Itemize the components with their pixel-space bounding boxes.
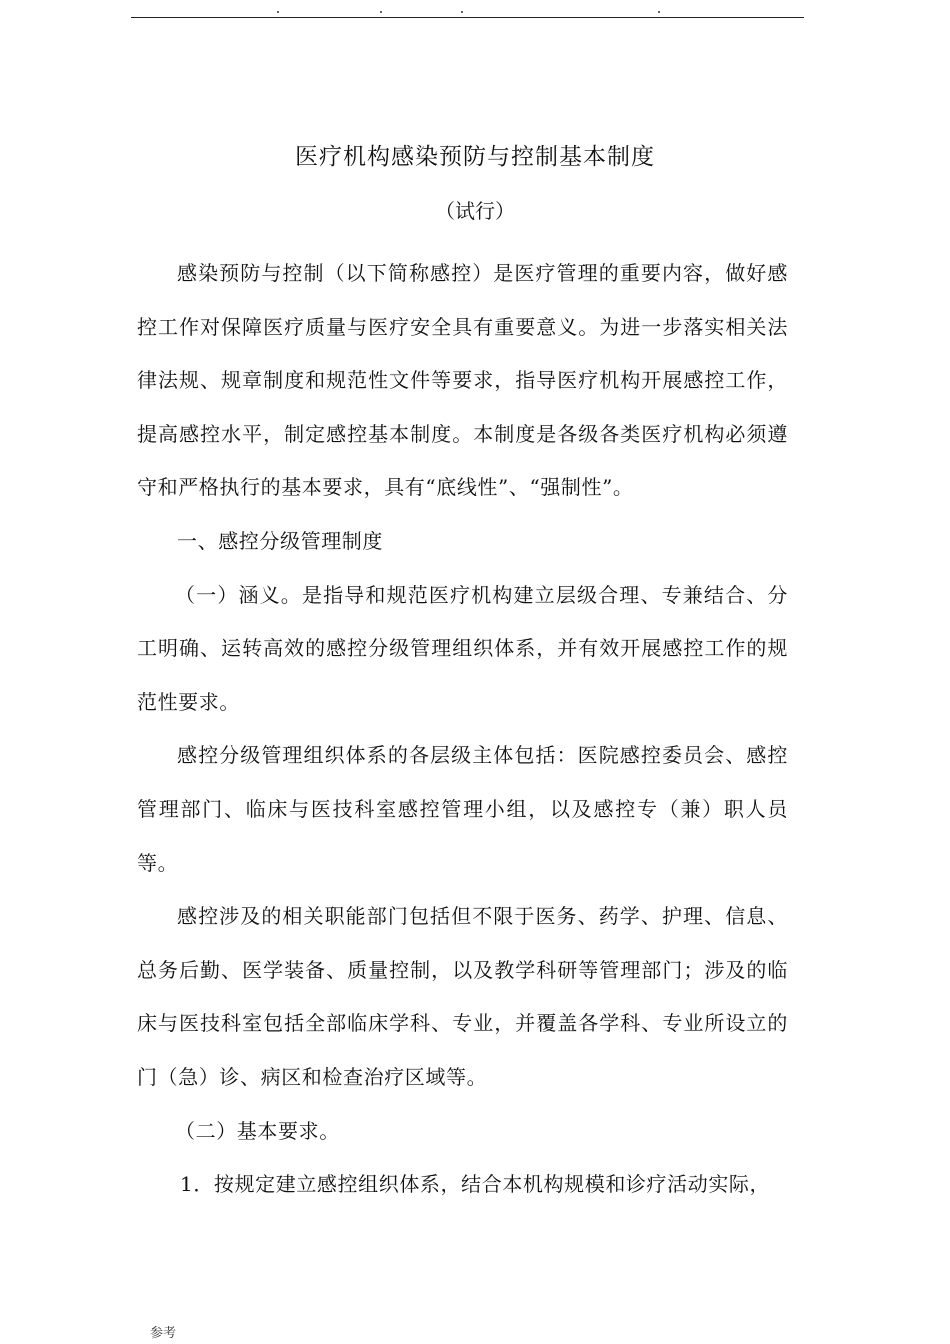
header-rule [131, 17, 804, 18]
section-heading-1: 一、感控分级管理制度 [177, 528, 383, 553]
document-title: 医疗机构感染预防与控制基本制度 [295, 144, 655, 170]
document-subtitle: （试行） [435, 199, 515, 223]
subsection-heading-basic-requirements: （二）基本要求。 [175, 1118, 340, 1143]
list-item-1: 1．按规定建立感控组织体系，结合本机构规模和诊疗活动实际， [180, 1172, 771, 1197]
paragraph-departments: 感控涉及的相关职能部门包括但不限于医务、药学、护理、信息、总务后勤、医学装备、质量控制，以及教学科研等管理部门；涉及的临床与医技科室包括全部临床学科、专业，并覆盖各学科、专业所设立的门（急）诊、病区和检查治疗区域等。 [137, 904, 788, 1089]
footer-label: 参考 [150, 1326, 177, 1341]
paragraph-definition: （一）涵义。是指导和规范医疗机构建立层级合理、专兼结合、分工明确、运转高效的感控分级管理组织体系，并有效开展感控工作的规范性要求。 [137, 582, 788, 714]
header-dot [277, 11, 279, 13]
header-dot [461, 11, 463, 13]
document-body [137, 247, 788, 1212]
paragraph-intro: 感染预防与控制（以下简称感控）是医疗管理的重要内容，做好感控工作对保障医疗质量与医疗安全具有重要意义。为进一步落实相关法律法规、规章制度和规范性文件等要求，指导医疗机构开展感控工作，提高感控水平，制定感控基本制度。本制度是各级各类医疗机构必须遵守和严格执行的基本要求，具有“底线性”、“强制性”。 [137, 261, 788, 500]
paragraph-organization: 感控分级管理组织体系的各层级主体包括：医院感控委员会、感控管理部门、临床与医技科室感控管理小组，以及感控专（兼）职人员等。 [137, 743, 788, 875]
header-dot [658, 11, 660, 13]
header-dot [380, 11, 382, 13]
